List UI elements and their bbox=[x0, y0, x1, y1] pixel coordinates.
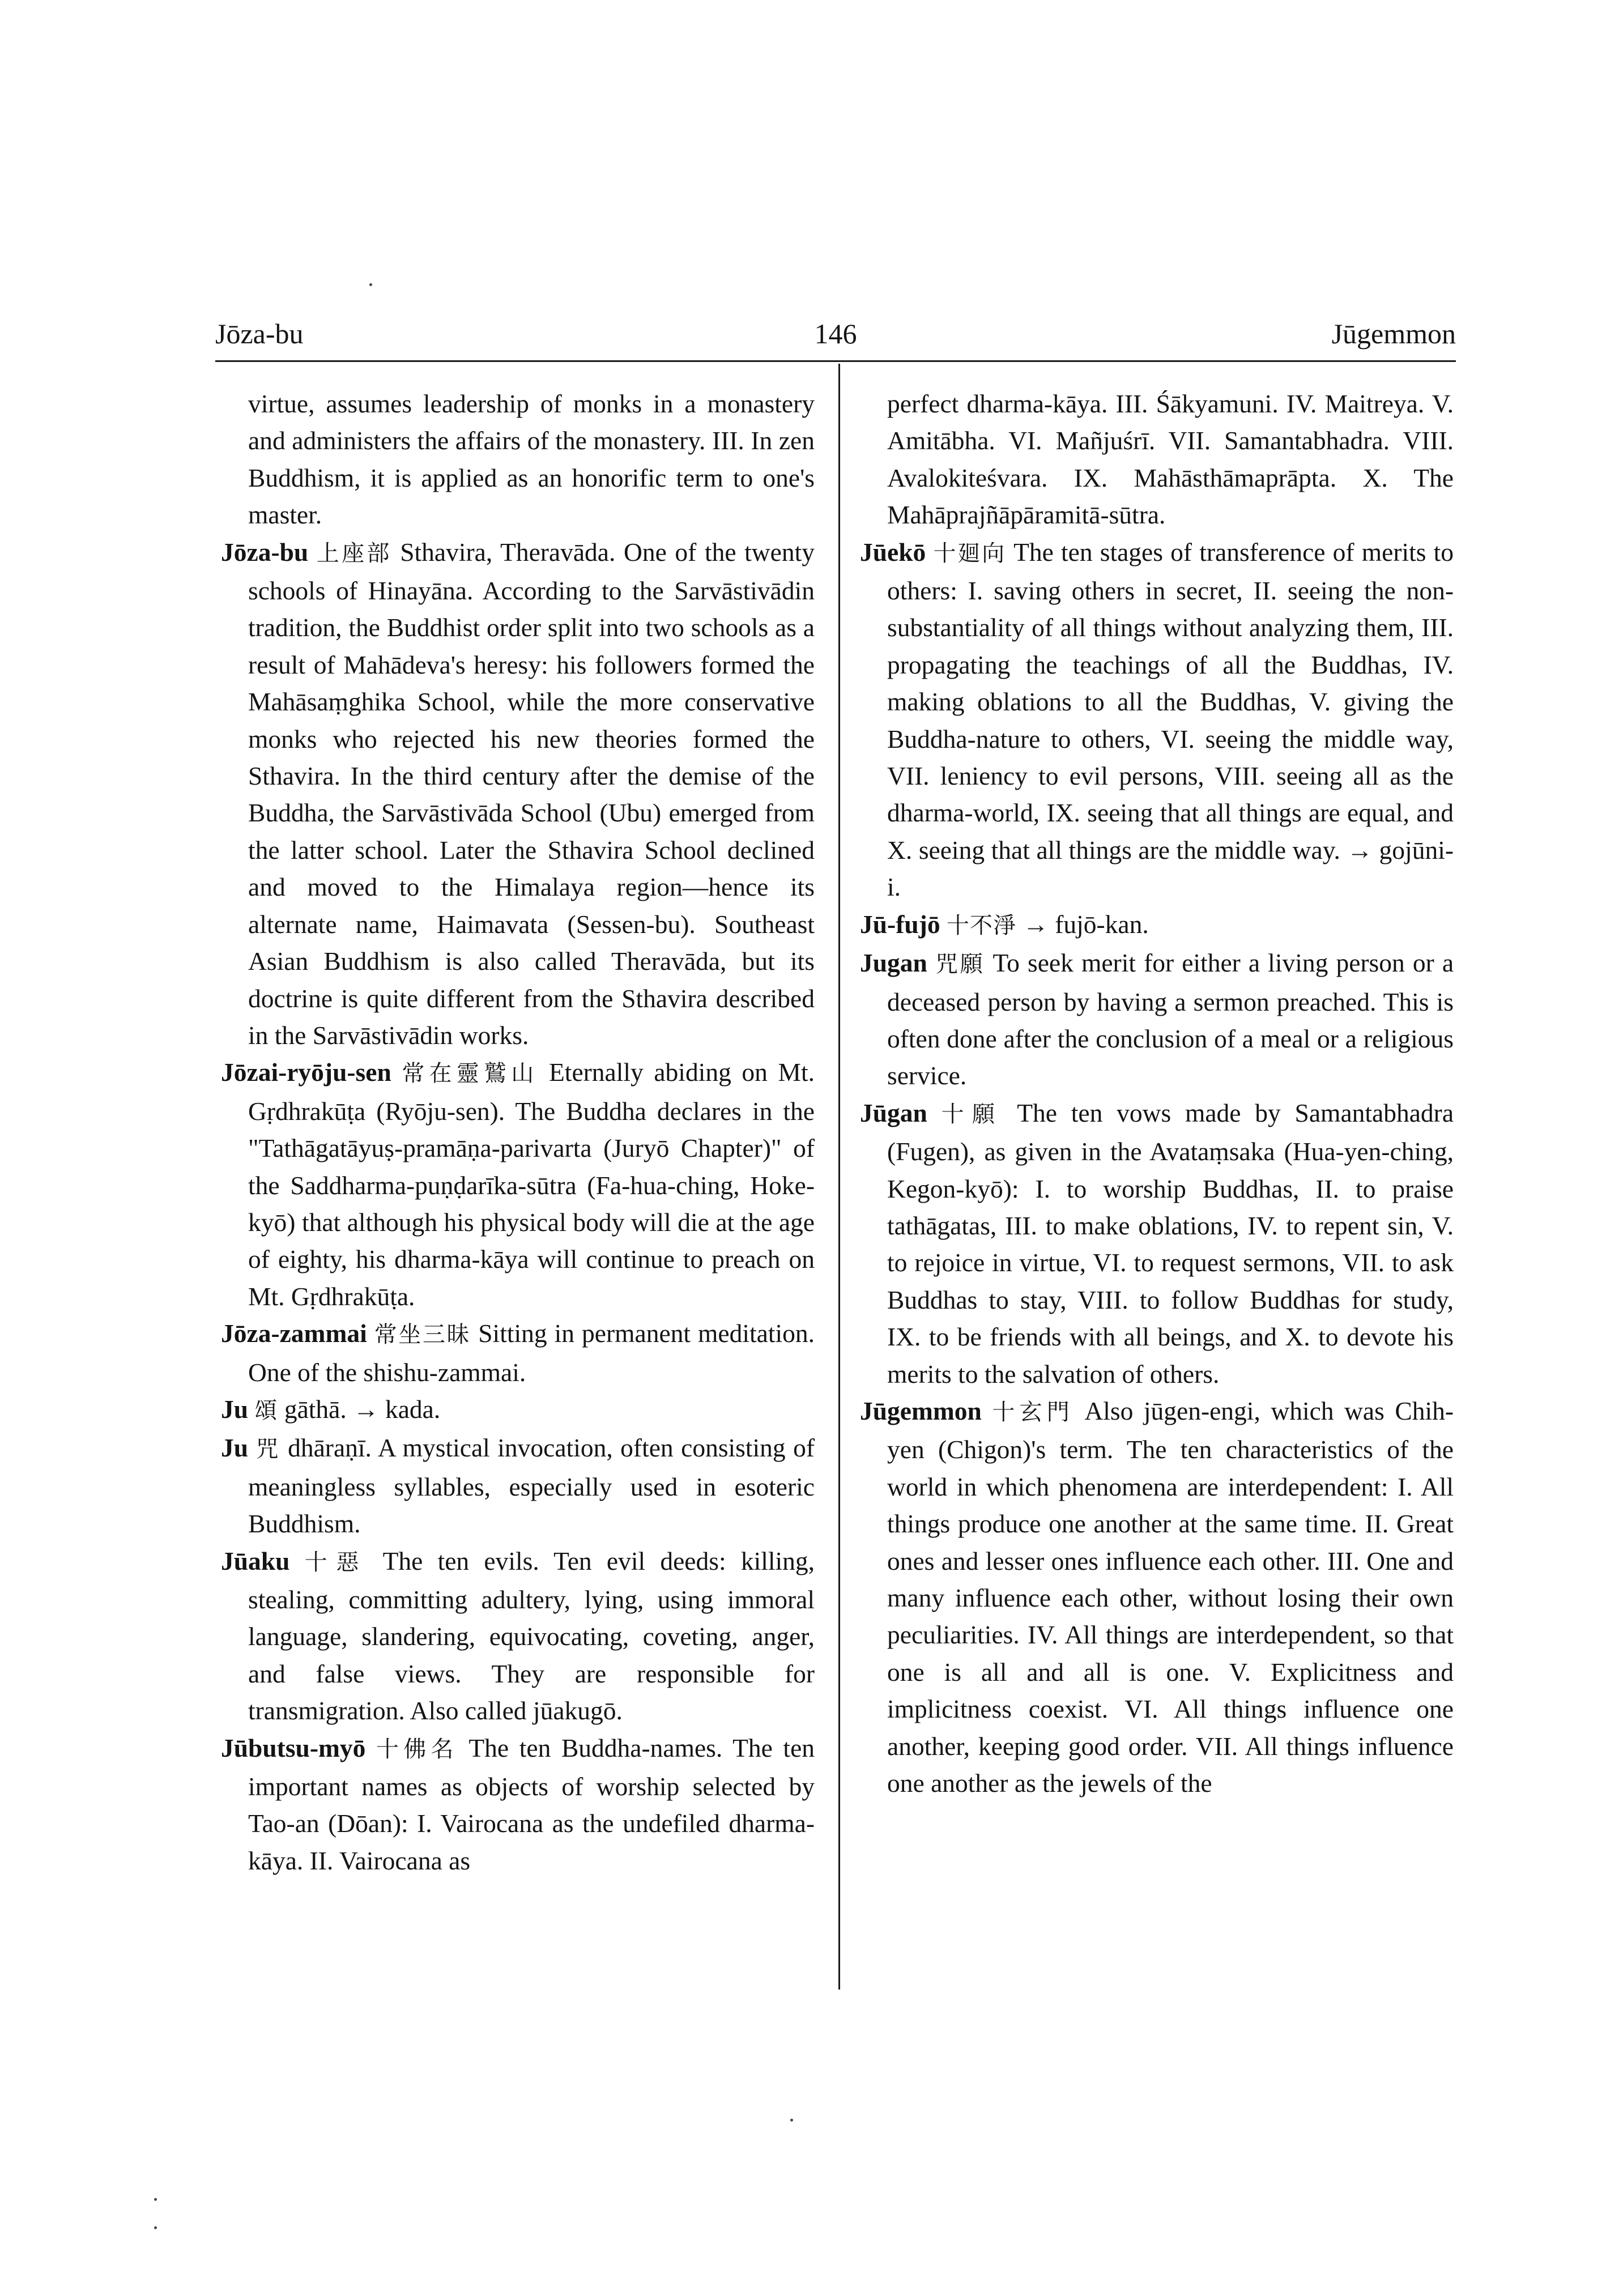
dictionary-entry bbox=[860, 906, 1454, 944]
entry-headword: Ju bbox=[221, 1433, 249, 1463]
entry-kanji: 上座部 bbox=[316, 540, 392, 566]
entry-kanji: 十玄門 bbox=[992, 1399, 1074, 1425]
entry-headword: Jōzai-ryōju-sen bbox=[221, 1058, 391, 1087]
dictionary-entry bbox=[860, 534, 1454, 906]
entry-headword: Jugan bbox=[860, 948, 927, 978]
entry-definition: dhāraṇī. A mystical invocation, often consisting of meaningless syllables, especially used in esoteric Buddhism. bbox=[248, 1433, 815, 1539]
entry-definition: Sitting in permanent meditation. One of the shishu-zammai. bbox=[248, 1319, 815, 1387]
entry-headword: Jūaku bbox=[221, 1546, 290, 1575]
dictionary-entry bbox=[860, 944, 1454, 1094]
entry-kanji: 常在靈鷲山 bbox=[402, 1060, 539, 1087]
column-divider bbox=[838, 364, 840, 1990]
dictionary-entry bbox=[221, 534, 815, 1054]
dictionary-entry bbox=[221, 1543, 815, 1730]
entry-definition: The ten stages of transference of merits to others: I. saving others in secret, II. seeing the non-substantiality of all things without analyzing them, III. propagating the teachings of all the Buddhas, IV. making oblations to all the Buddhas, V. giving the Buddha-nature to others, VI. seeing the middle way, VII. leniency to evil persons, VIII. seeing all as the dharma-world, IX. seeing that all things are equal, and X. seeing that all things are the middle way. → gojūni-i. bbox=[887, 537, 1454, 902]
scan-speck bbox=[154, 2226, 157, 2229]
entry-kanji: 頌 bbox=[254, 1397, 278, 1424]
entry-headword: Jūgemmon bbox=[860, 1396, 982, 1425]
left-column bbox=[221, 385, 815, 1879]
header-rule bbox=[215, 360, 1456, 362]
scan-speck bbox=[369, 283, 372, 286]
entry-headword: Jōza-bu bbox=[221, 537, 309, 566]
entry-headword: Jūgan bbox=[860, 1098, 927, 1127]
entry-kanji: 咒願 bbox=[935, 951, 985, 978]
entry-headword: Ju bbox=[221, 1394, 249, 1424]
entry-kanji: 咒 bbox=[255, 1436, 280, 1463]
entry-definition: Sthavira, Theravāda. One of the twenty schools of Hinayāna. According to the Sarvāstivādin tradition, the Buddhist order split into two schools as a result of Mahādeva's heresy: his followers formed the Mahāsaṃghika School, while the more conservative monks who rejected his new theories formed the Sthavira. In the third century after the demise of the Buddha, the Sarvāstivāda School (Ubu) emerged from the latter school. Later the Sthavira School declined and moved to the Himalaya region—hence its alternate name, Haimavata (Sessen-bu). Southeast Asian Buddhism is also called Theravāda, but its doctrine is quite different from the Sthavira described in the Sarvāstivādin works. bbox=[248, 537, 815, 1050]
right-column bbox=[860, 385, 1454, 1801]
continuation-text: perfect dharma-kāya. III. Śākyamuni. IV. Maitreya. V. Amitābha. VI. Mañjuśrī. VII. Samantabhadra. VIII. Avalokiteśvara. IX. Mahāsthāmaprāpta. X. The Mahāprajñāpāramitā-sūtra. bbox=[887, 389, 1454, 530]
dictionary-entry bbox=[860, 1094, 1454, 1392]
entry-kanji: 十廻向 bbox=[933, 540, 1006, 566]
dictionary-entry bbox=[221, 1054, 815, 1315]
page-number: 146 bbox=[814, 318, 857, 350]
header-right-guide-word: Jūgemmon bbox=[1331, 318, 1456, 350]
entry-headword: Jūekō bbox=[860, 537, 926, 566]
entry-definition: Eternally abiding on Mt. Gṛdhrakūṭa (Ryōju-sen). The Buddha declares in the "Tathāgatāyuṣ-pramāṇa-parivarta (Juryō Chapter)" of the Saddharma-puṇḍarīka-sūtra (Fa-hua-ching, Hoke-kyō) that although his physical body will die at the age of eighty, his dharma-kāya will continue to preach on Mt. Gṛdhrakūṭa. bbox=[248, 1058, 815, 1311]
entry-definition: → fujō-kan. bbox=[1023, 909, 1149, 939]
dictionary-entry bbox=[221, 1730, 815, 1880]
entry-kanji: 十願 bbox=[941, 1101, 1003, 1127]
entry-definition: The ten evils. Ten evil deeds: killing, stealing, committing adultery, lying, using immoral language, slandering, equivocating, coveting, anger, and false views. They are responsible for transmigration. Also called jūakugō. bbox=[248, 1546, 815, 1726]
dictionary-entry bbox=[221, 1391, 815, 1429]
header-left-guide-word: Jōza-bu bbox=[215, 318, 304, 350]
entry-headword: Jūbutsu-myō bbox=[221, 1733, 366, 1762]
entry-definition: The ten vows made by Samantabhadra (Fugen), as given in the Avataṃsaka (Hua-yen-ching, Kegon-kyō): I. to worship Buddhas, II. to praise tathāgatas, III. to make oblations, IV. to repent sin, V. to rejoice in virtue, VI. to request sermons, VII. to ask Buddhas to stay, VIII. to follow Buddhas for study, IX. to be friends with all beings, and X. to devote his merits to the salvation of others. bbox=[887, 1098, 1454, 1388]
dictionary-entry bbox=[221, 1315, 815, 1391]
scan-speck bbox=[154, 2198, 157, 2201]
entry-kanji: 常坐三昧 bbox=[374, 1322, 471, 1348]
entry-definition: To seek merit for either a living person or a deceased person by having a sermon preached. This is often done after the conclusion of a meal or a religious service. bbox=[887, 948, 1454, 1091]
continuation-text: virtue, assumes leadership of monks in a monastery and administers the affairs of the monastery. III. In zen Buddhism, it is applied as an honorific term to one's master. bbox=[248, 389, 815, 530]
entry-kanji: 十不淨 bbox=[946, 912, 1016, 939]
entry-definition: Also jūgen-engi, which was Chih-yen (Chigon)'s term. The ten characteristics of the world in which phenomena are interdependent: I. All things produce one another at the same time. II. Great ones and lesser ones influence each other. III. One and many influence each other, without losing their own peculiarities. IV. All things are interdependent, so that one is all and all is one. V. Explicitness and implicitness coexist. VI. All things influence one another, keeping good order. VII. All things influence one another as the jewels of the bbox=[887, 1396, 1454, 1798]
entry-definition: gāthā. → kada. bbox=[284, 1394, 441, 1424]
entry-headword: Jōza-zammai bbox=[221, 1319, 367, 1348]
dictionary-entry bbox=[860, 1392, 1454, 1801]
running-header bbox=[215, 317, 1456, 363]
dictionary-entry bbox=[221, 1429, 815, 1542]
entry-kanji: 十惡 bbox=[304, 1549, 368, 1575]
entry-kanji: 十佛名 bbox=[376, 1736, 458, 1762]
entry-definition: The ten Buddha-names. The ten important names as objects of worship selected by Tao-an (Dōan): I. Vairocana as the undefiled dharma-kāya. II. Vairocana as bbox=[248, 1733, 815, 1875]
scan-speck bbox=[790, 2119, 793, 2122]
entry-headword: Jū-fujō bbox=[860, 909, 940, 939]
